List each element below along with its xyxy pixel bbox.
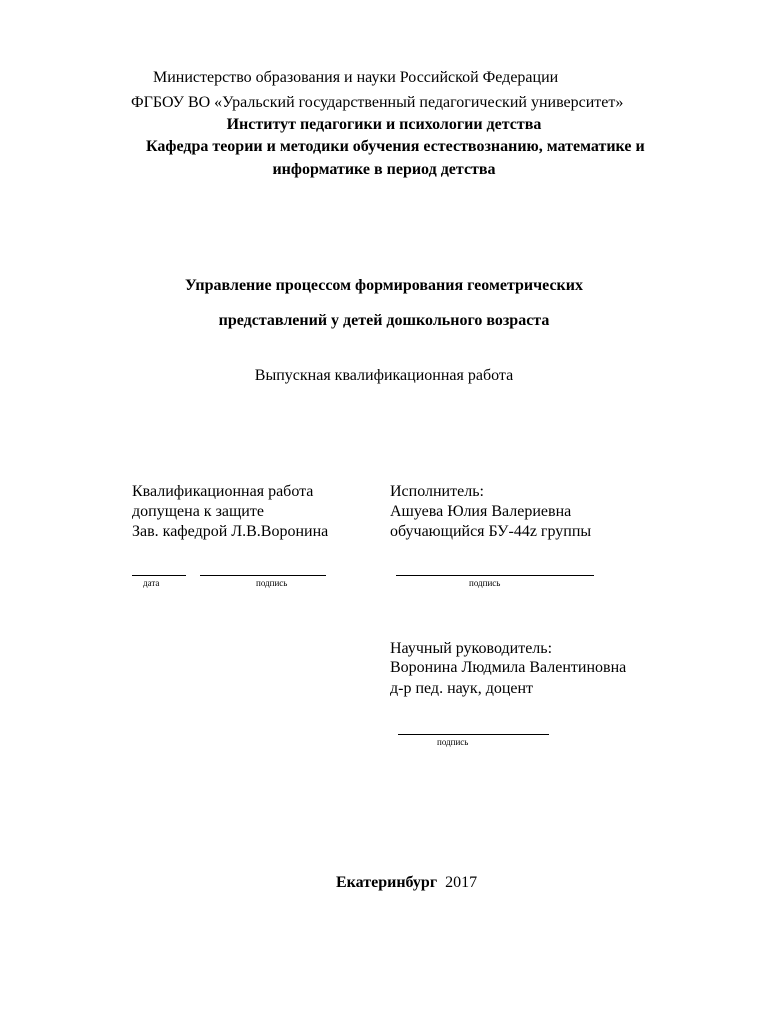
thesis-title-line-2: представлений у детей дошкольного возраста — [218, 312, 550, 329]
date-line — [132, 575, 186, 576]
work-type: Выпускная квалификационная работа — [254, 367, 514, 384]
department-line-2: информатике в период детства — [272, 161, 496, 178]
department-line-1: Кафедра теории и методики обучения естествознанию, математике и — [146, 138, 645, 155]
supervisor-label: Научный руководитель: — [390, 640, 553, 657]
executor-name: Ашуева Юлия Валериевна — [390, 503, 572, 520]
city-year — [336, 873, 477, 893]
thesis-title-line-1: Управление процессом формирования геометрических — [185, 277, 583, 294]
supervisor-signature-caption: подпись — [437, 737, 469, 747]
executor-signature-caption: подпись — [469, 578, 501, 588]
executor-label: Исполнитель: — [390, 483, 484, 500]
institute-line: Институт педагогики и психологии детства — [226, 116, 542, 133]
head-of-department: Зав. кафедрой Л.В.Воронина — [132, 523, 329, 540]
date-caption: дата — [143, 578, 160, 588]
admission-line-1: Квалификационная работа — [132, 483, 314, 500]
admission-line-2: допущена к защите — [132, 503, 264, 520]
year: 2017 — [445, 874, 478, 891]
city: Екатеринбург — [336, 874, 438, 891]
executor-signature-line — [396, 575, 594, 576]
supervisor-name: Воронина Людмила Валентиновна — [390, 659, 627, 676]
university-line: ФГБОУ ВО «Уральский государственный педагогический университет» — [131, 94, 624, 111]
admission-signature-line — [200, 575, 326, 576]
supervisor-signature-line — [398, 734, 549, 735]
ministry-line: Министерство образования и науки Российской Федерации — [153, 69, 559, 86]
admission-signature-caption: подпись — [256, 578, 288, 588]
executor-group: обучающийся БУ-44z группы — [390, 523, 592, 540]
supervisor-degree: д-р пед. наук, доцент — [390, 680, 534, 697]
